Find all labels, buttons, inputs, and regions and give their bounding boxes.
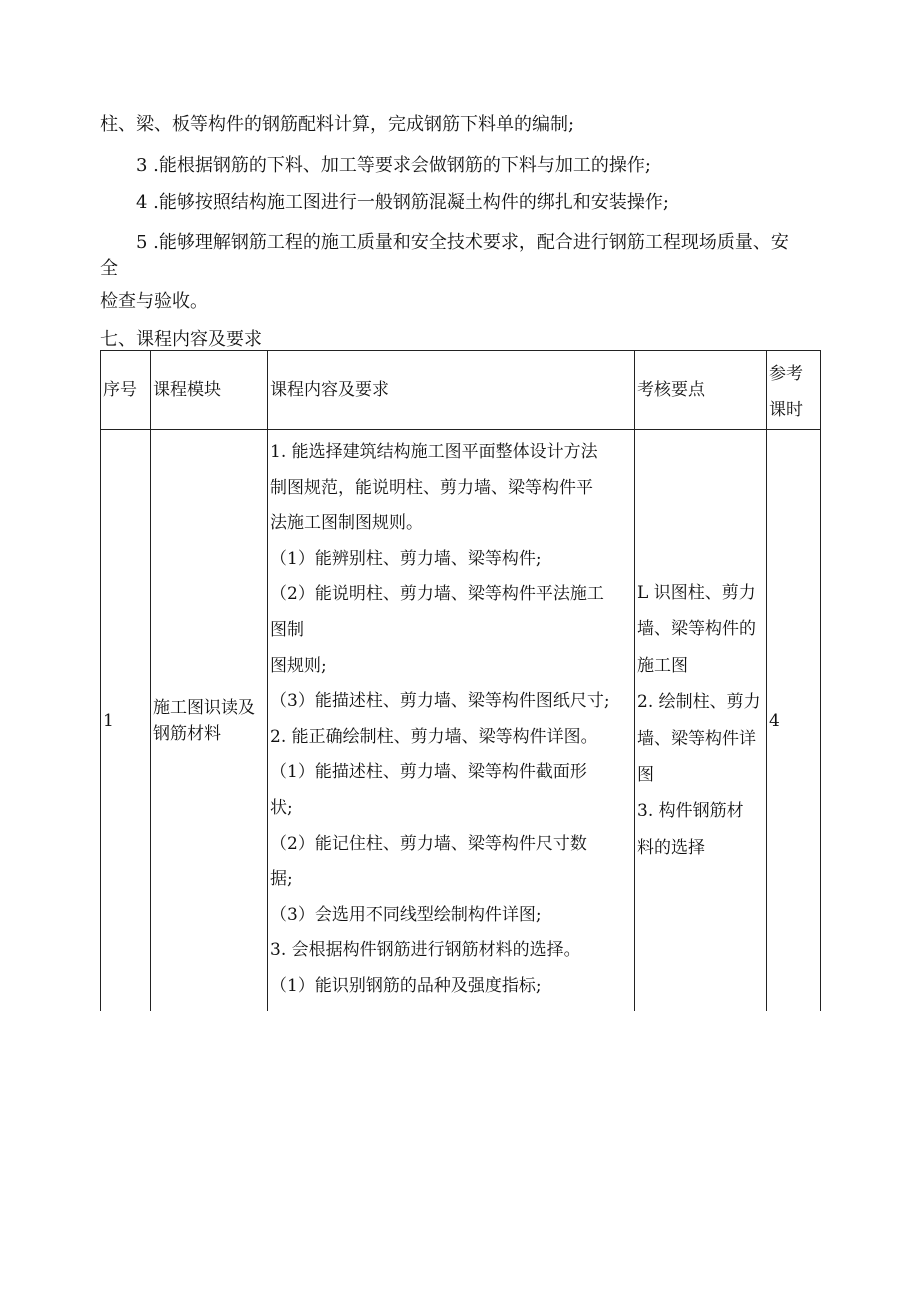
content-line: （2）能记住柱、剪力墙、梁等构件尺寸数 <box>270 833 587 854</box>
content-line: （1）能辨别柱、剪力墙、梁等构件; <box>270 548 542 569</box>
row-points <box>635 430 767 1012</box>
row-content <box>268 430 635 1012</box>
content-line: 图制 <box>270 619 304 640</box>
content-line: 制图规范，能说明柱、剪力墙、梁等构件平 <box>270 477 593 498</box>
points-line: 施工图 <box>637 655 688 676</box>
header-content: 课程内容及要求 <box>268 351 635 430</box>
body-line-2: 3 .能根据钢筋的下料、加工等要求会做钢筋的下料与加工的操作; <box>136 155 651 176</box>
content-line: （1）能识别钢筋的品种及强度指标; <box>270 975 542 996</box>
row-module-line1: 施工图识读及 <box>153 697 255 718</box>
content-line: 法施工图制图规则。 <box>270 513 423 534</box>
points-line: 2. 绘制柱、剪力 <box>637 692 761 713</box>
content-line: 据; <box>270 869 293 890</box>
content-line: （1）能描述柱、剪力墙、梁等构件截面形 <box>270 762 587 783</box>
points-line: 墙、梁等构件详 <box>637 728 756 749</box>
row-hours: 4 <box>767 430 821 1012</box>
content-line: 1. 能选择建筑结构施工图平面整体设计方法 <box>270 442 598 462</box>
header-hours <box>767 351 821 430</box>
points-line: 料的选择 <box>637 837 705 858</box>
body-line-4b: 全 <box>100 258 118 279</box>
course-table <box>100 350 821 1011</box>
content-line: 3. 会根据构件钢筋进行钢筋材料的选择。 <box>270 940 581 961</box>
header-hours-line1: 参考 <box>769 364 803 384</box>
content-line: 2. 能正确绘制柱、剪力墙、梁等构件详图。 <box>270 726 598 747</box>
points-line: 图 <box>637 764 654 785</box>
header-points: 考核要点 <box>635 351 767 430</box>
header-hours-line2: 课时 <box>769 400 803 420</box>
content-line: （3）会选用不同线型绘制构件详图; <box>270 904 542 925</box>
header-module: 课程模块 <box>151 351 268 430</box>
points-line: L 识图柱、剪力 <box>637 582 756 603</box>
points-line: 墙、梁等构件的 <box>637 619 756 640</box>
row-no: 1 <box>101 430 151 1012</box>
content-line: 状; <box>270 797 293 818</box>
row-module <box>151 430 268 1012</box>
content-line: （3）能描述柱、剪力墙、梁等构件图纸尺寸; <box>270 691 610 712</box>
body-line-4a: 5 .能够理解钢筋工程的施工质量和安全技术要求，配合进行钢筋工程现场质量、安 <box>136 232 789 253</box>
table-row <box>101 430 821 1012</box>
row-module-line2: 钢筋材料 <box>153 723 221 744</box>
table-header-row <box>101 351 821 430</box>
section-title: 七、课程内容及要求 <box>100 329 262 350</box>
content-line: （2）能说明柱、剪力墙、梁等构件平法施工 <box>270 584 604 605</box>
body-line-3: 4 .能够按照结构施工图进行一般钢筋混凝土构件的绑扎和安装操作; <box>136 192 669 213</box>
body-line-1: 柱、梁、板等构件的钢筋配料计算，完成钢筋下料单的编制; <box>100 114 575 135</box>
content-line: 图规则; <box>270 655 327 676</box>
points-line: 3. 构件钢筋材 <box>637 801 744 822</box>
body-line-5: 检查与验收。 <box>100 291 208 312</box>
header-no: 序号 <box>101 351 151 430</box>
